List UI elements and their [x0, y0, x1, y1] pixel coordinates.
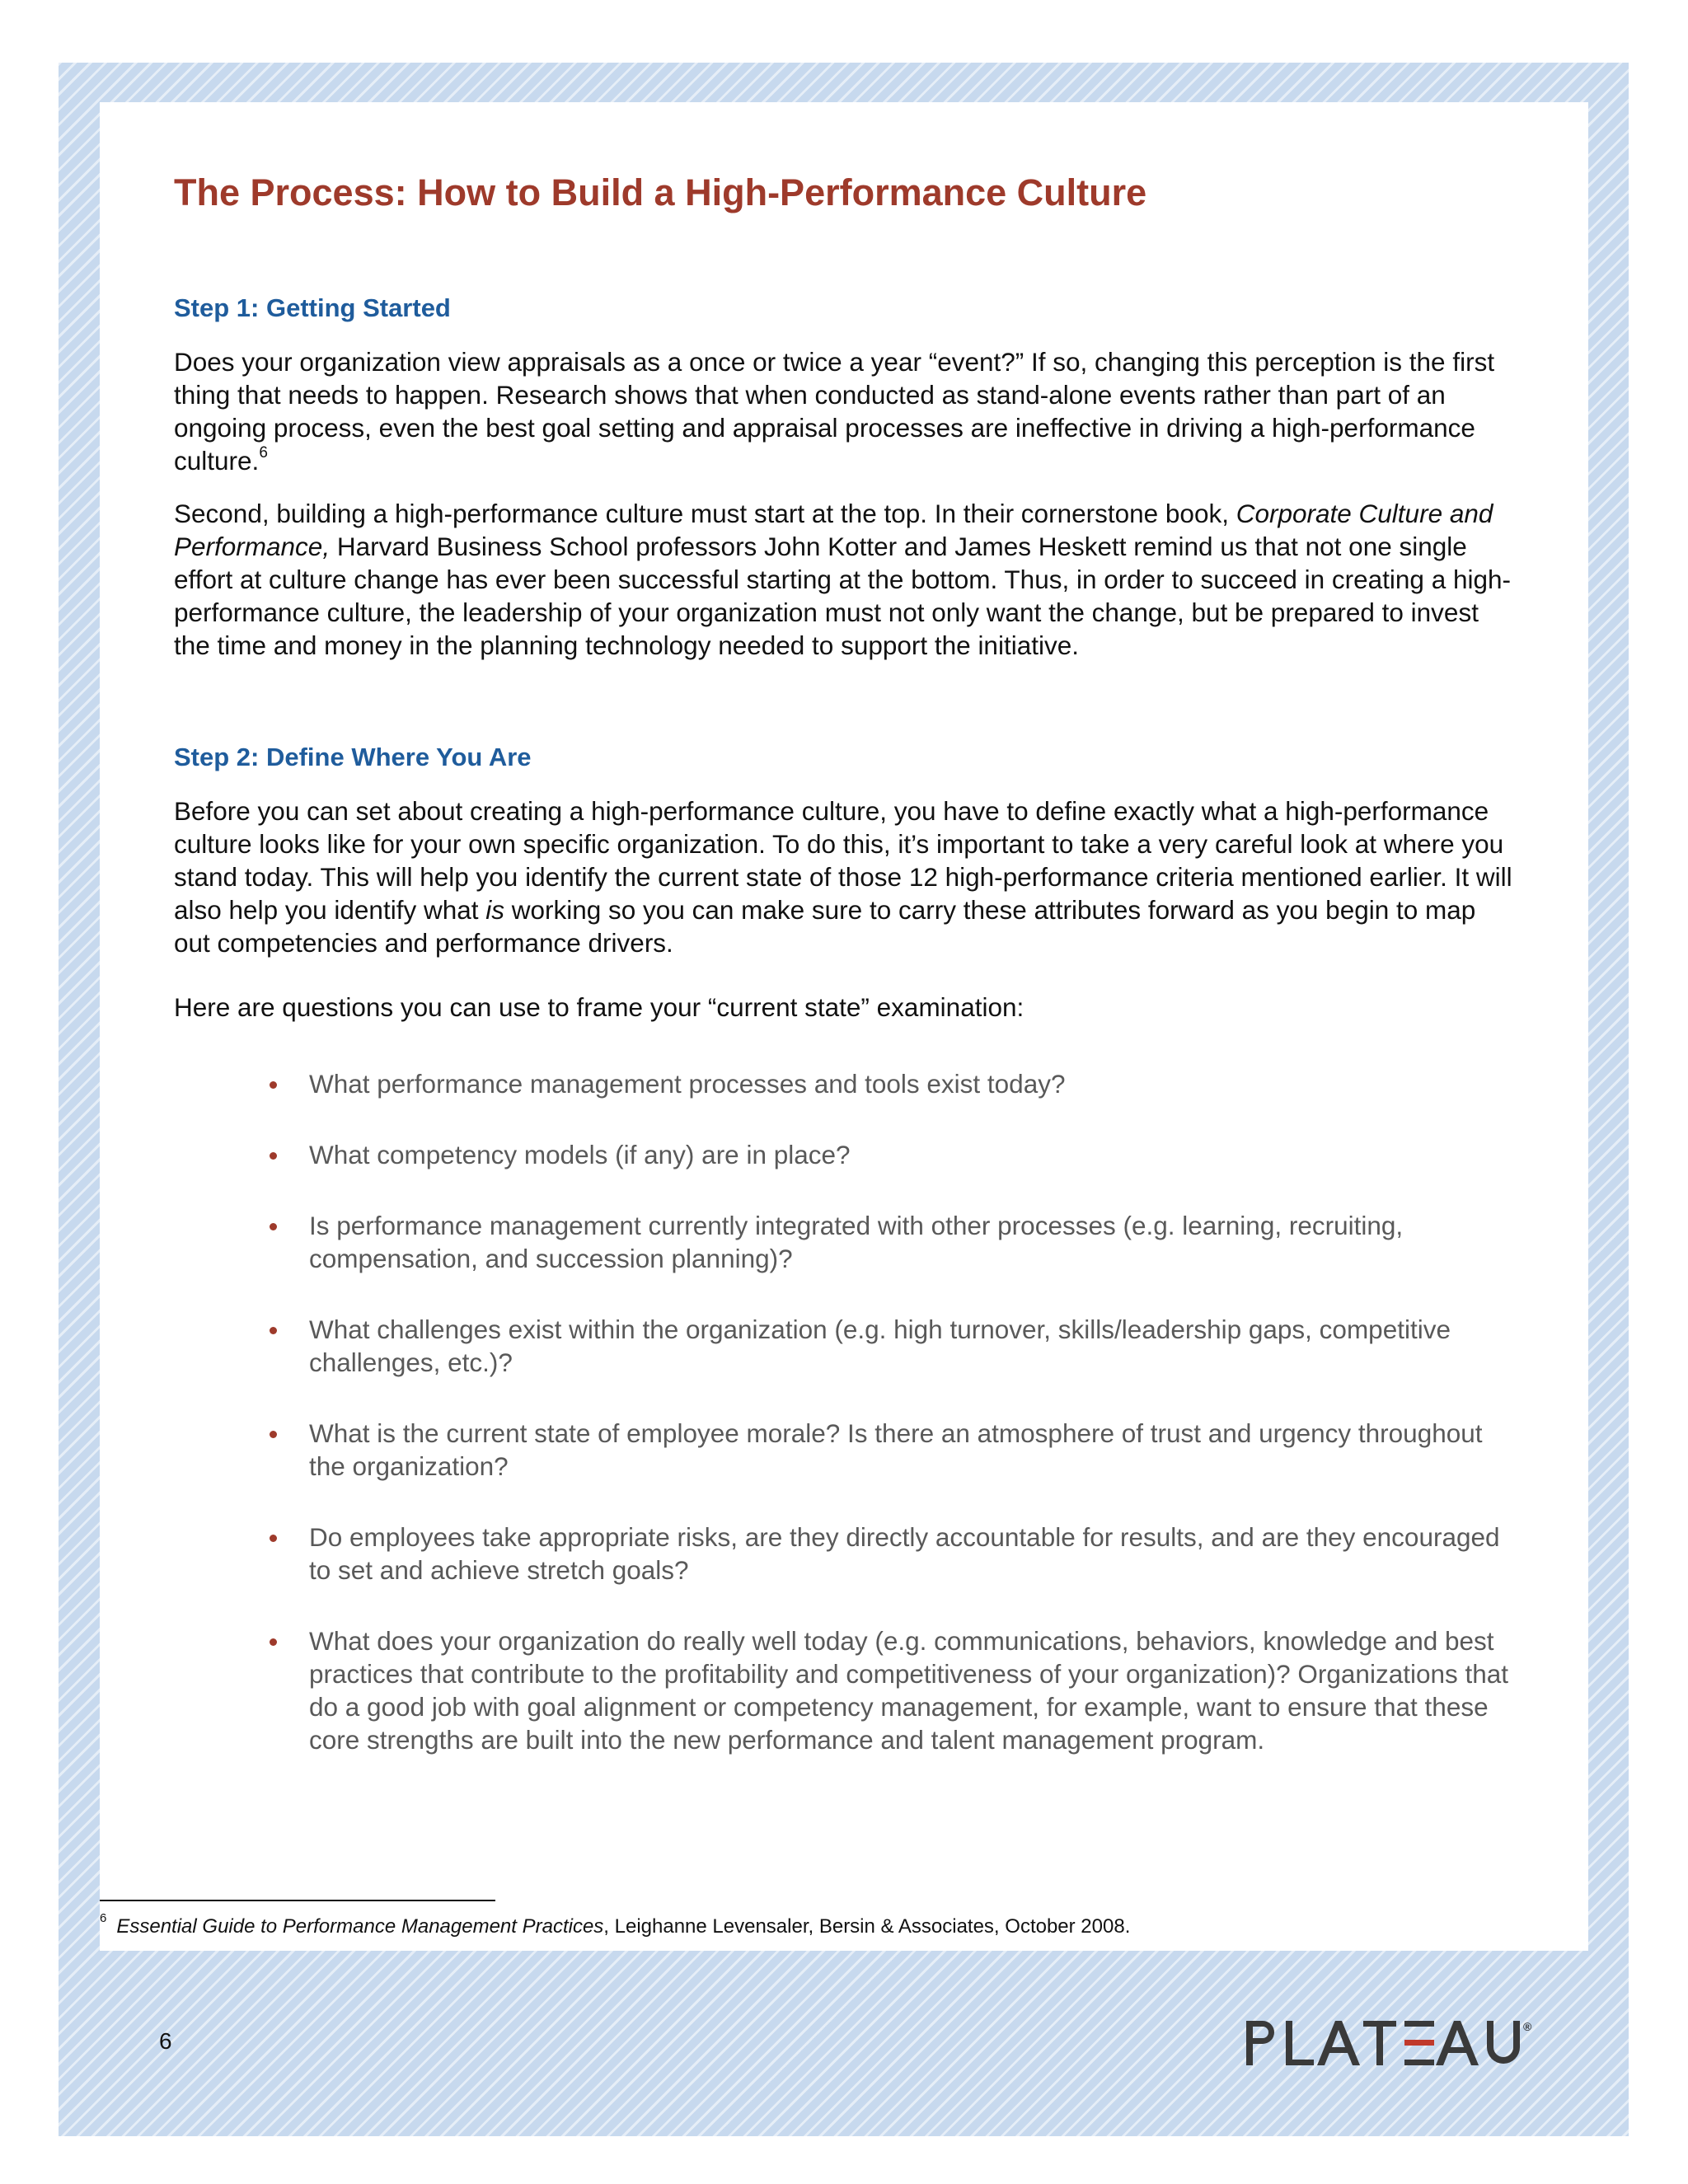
- footnote-divider: [100, 1900, 495, 1901]
- step2-paragraph-1-text-b: working so you can make sure to carry these attributes forward as you begin to map out competencies and performance drivers.: [174, 895, 1476, 958]
- page-number: 6: [159, 2028, 172, 2054]
- step1-paragraph-2-text-b: Harvard Business School professors John Kotter and James Heskett remind us that not one single effort at culture change has ever been successful starting at the bottom. Thus, in order to succeed in creating a high-performance culture, the leadership of your organization must not only want the change, but be prepared to invest the time and money in the planning technology needed to support the initiative.: [174, 532, 1512, 660]
- footnote-citation: , Leighanne Levensaler, Bersin & Associates, October 2008.: [603, 1915, 1131, 1938]
- bullet-icon: [270, 1431, 277, 1438]
- footnote-ref: 6: [259, 443, 268, 462]
- footnote-number: 6: [100, 1911, 107, 1925]
- list-item: Do employees take appropriate risks, are they directly accountable for results, and are they encouraged to set and achieve stretch goals?: [270, 1521, 1517, 1586]
- list-item: What challenges exist within the organization (e.g. high turnover, skills/leadership gaps, competitive challenges, etc.)?: [270, 1313, 1517, 1379]
- list-item: What is the current state of employee morale? Is there an atmosphere of trust and urgency throughout the organization?: [270, 1417, 1517, 1483]
- bullet-icon: [270, 1638, 277, 1646]
- footnote-title: Essential Guide to Performance Management Practices: [116, 1915, 604, 1938]
- document-body: [174, 169, 1517, 1794]
- bullet-icon: [270, 1327, 277, 1334]
- bullet-icon: [270, 1152, 277, 1160]
- step1-paragraph-1-text: Does your organization view appraisals as a once or twice a year “event?” If so, changing this perception is the first thing that needs to happen. Research shows that when conducted as stand-alone events rather than part of an ongoing process, even the best goal setting and appraisal processes are ineffective in driving a high-performance culture.: [174, 347, 1495, 476]
- step1-heading: Step 1: Getting Started: [174, 293, 451, 322]
- plateau-logo: [1243, 2014, 1540, 2072]
- footnote: [100, 1911, 1567, 1940]
- logo-registered-mark: ®: [1523, 2020, 1532, 2033]
- question-list: [270, 1067, 1517, 1756]
- list-item: What competency models (if any) are in place?: [270, 1138, 1517, 1171]
- page-title: The Process: How to Build a High-Performance Culture: [174, 171, 1147, 213]
- step2-paragraph-1: [174, 794, 1517, 959]
- list-item: Is performance management currently integrated with other processes (e.g. learning, recruiting, compensation, and succession planning)?: [270, 1209, 1517, 1275]
- step1-paragraph-1: [174, 345, 1517, 477]
- bullet-icon: [270, 1081, 277, 1089]
- step2-paragraph-2: Here are questions you can use to frame your “current state” examination:: [174, 992, 1025, 1022]
- step1-paragraph-2: [174, 497, 1517, 662]
- step2-paragraph-1-text-a: Before you can set about creating a high-performance culture, you have to define exactly what a high-performance culture looks like for your own specific organization. To do this, it’s important to take a very careful look at where you stand today. This will help you identify the current state of those 12 high-performance criteria mentioned earlier. It will also help you identify what: [174, 796, 1512, 925]
- list-item: What performance management processes and tools exist today?: [270, 1067, 1517, 1100]
- book-title: Corporate Culture and Performance,: [174, 499, 1493, 561]
- step1-paragraph-2-text-a: Second, building a high-performance culture must start at the top. In their cornerstone book,: [174, 499, 1236, 528]
- bullet-icon: [270, 1223, 277, 1230]
- bullet-icon: [270, 1535, 277, 1542]
- emphasis-is: is: [485, 895, 504, 925]
- step2-heading: Step 2: Define Where You Are: [174, 743, 532, 771]
- list-item: What does your organization do really well today (e.g. communications, behaviors, knowledge and best practices that contribute to the profitability and competitiveness of your organization)? Organizations that do a good job with goal alignment or competency management, for example, want to ensure that these core strengths are built into the new performance and talent management program.: [270, 1624, 1517, 1756]
